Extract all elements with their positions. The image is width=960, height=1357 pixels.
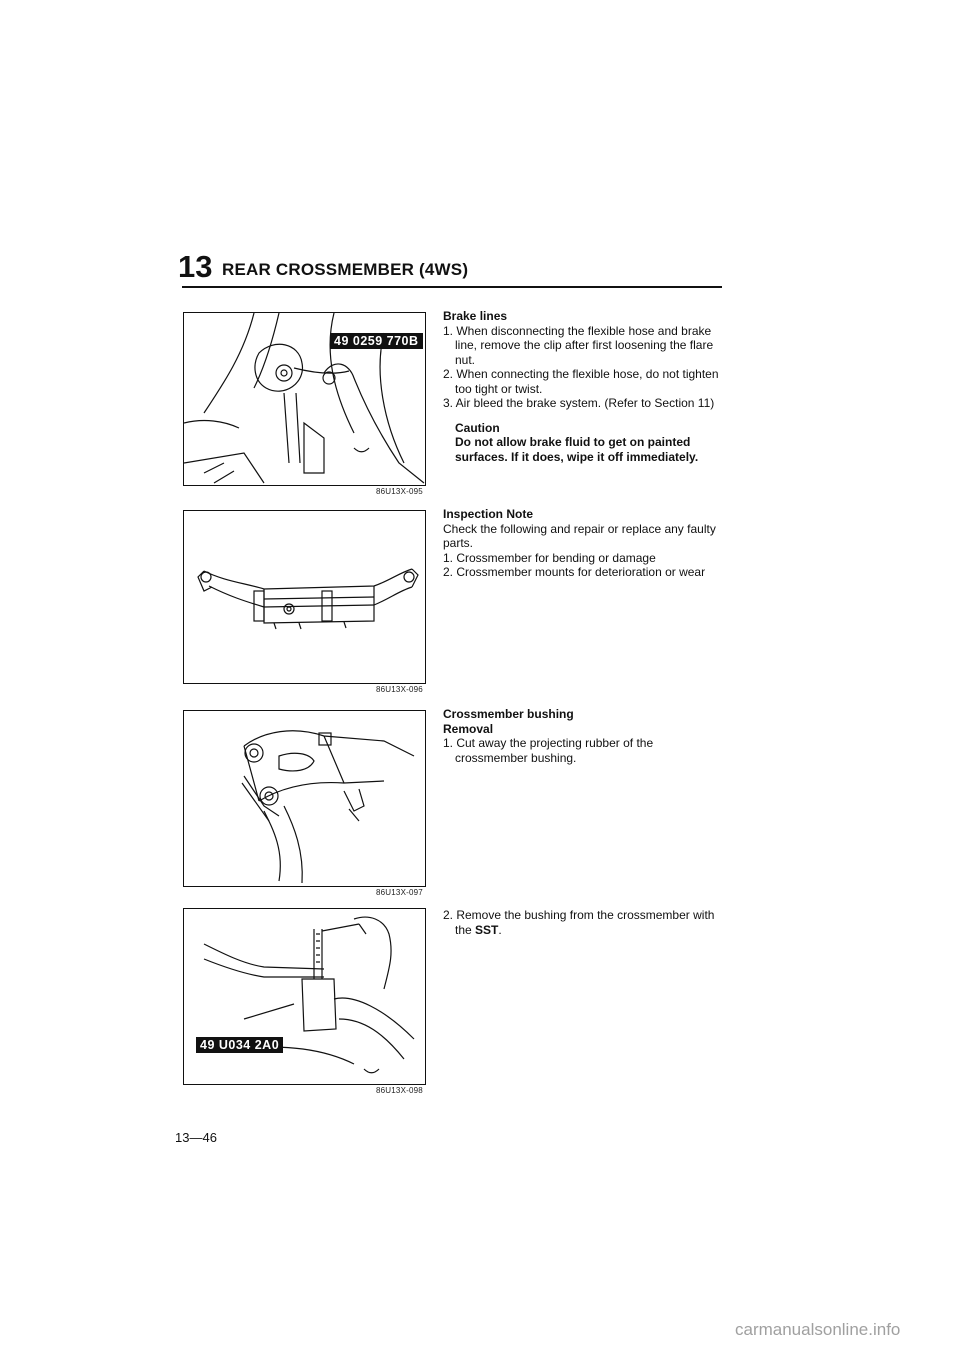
list-item: 1. Crossmember for bending or damage — [443, 550, 656, 565]
list-item: 2. Crossmember mounts for deterioration or wear — [443, 565, 706, 579]
section-number: 13 — [178, 249, 213, 284]
figure-crossmember — [183, 510, 426, 684]
header-divider — [182, 286, 722, 288]
figure-code: 86U13X-096 — [376, 685, 423, 694]
section-heading: Brake lines — [443, 309, 508, 323]
step-suffix: . — [498, 922, 502, 937]
figure-code: 86U13X-098 — [376, 1086, 423, 1095]
figure-code: 86U13X-097 — [376, 888, 423, 897]
section-brake-lines — [443, 309, 728, 464]
sst-label: 49 U034 2A0 — [196, 1037, 283, 1053]
figure-cut-bushing — [183, 710, 426, 887]
list-item: 2. When connecting the flexible hose, do not tighten too tight or twist. — [443, 367, 719, 396]
list-item: 1. Cut away the projecting rubber of the crossmember bushing. — [443, 736, 654, 765]
section-heading: Inspection Note — [443, 507, 534, 521]
sst-label: 49 0259 770B — [330, 333, 423, 349]
list-item: 1. When disconnecting the flexible hose and brake line, remove the clip after first loosening the flare nut. — [443, 323, 714, 367]
caution-title: Caution — [455, 420, 500, 435]
sst-term: SST — [475, 922, 499, 937]
section-heading: Crossmember bushing — [443, 707, 574, 721]
list-item: 3. Air bleed the brake system. (Refer to Section 11) — [443, 396, 715, 410]
caution-text: Do not allow brake fluid to get on painted surfaces. If it does, wipe it off immediately. — [455, 435, 699, 464]
figure-remove-bushing-sst — [183, 908, 426, 1085]
section-intro: Check the following and repair or replace any faulty parts. — [443, 521, 716, 550]
figure-code: 86U13X-095 — [376, 487, 423, 496]
page-number: 13—46 — [175, 1130, 217, 1145]
step-text: 2. Remove the bushing from the crossmember with the — [443, 908, 715, 937]
section-crossmember-bushing — [443, 707, 728, 765]
section-subheading: Removal — [443, 721, 494, 736]
list-item — [443, 908, 728, 937]
figure-brake-lines — [183, 312, 426, 486]
watermark: carmanualsonline.info — [735, 1320, 901, 1339]
section-inspection-note — [443, 507, 728, 580]
caution-block — [443, 421, 728, 465]
page-title: REAR CROSSMEMBER (4WS) — [222, 260, 469, 279]
section-remove-bushing — [443, 908, 728, 937]
